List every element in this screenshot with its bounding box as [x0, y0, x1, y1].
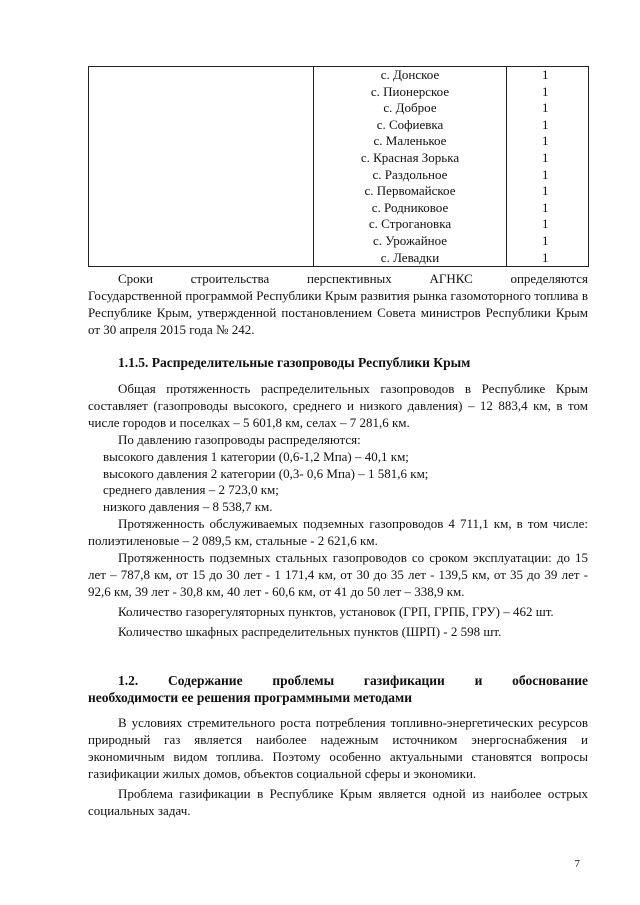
- shrp-paragraph: Количество шкафных распределительных пунктов (ШРП) - 2 598 шт.: [118, 623, 502, 639]
- empty-cell: [89, 67, 314, 267]
- page-number: 7: [574, 858, 580, 870]
- total-length-paragraph: Общая протяженность распределительных газопроводов в Республике Крым составляет (газопроводы высокого, среднего и низкого давления) – 12 883,4 км, в том числе городов и поселках – 5 601,8 км, селах – 7 281,6 км.: [88, 381, 588, 430]
- station-count: 1: [542, 166, 549, 182]
- settlement-name: с. Раздольное: [372, 166, 448, 182]
- station-count: 1: [542, 83, 549, 99]
- station-count: 1: [542, 149, 549, 165]
- station-count: 1: [542, 116, 549, 132]
- settlements-table: [88, 66, 589, 267]
- settlement-name: с. Строгановка: [368, 216, 452, 232]
- terms-line1: Сроки строительства перспективных АГНКС определяются: [118, 271, 588, 286]
- section-heading-line1: 1.2. Содержание проблемы газификации и обоснование: [118, 673, 588, 688]
- section-115: [88, 355, 588, 372]
- station-count: 1: [542, 67, 549, 82]
- pressure-intro: По давлению газопроводы распределяются:: [118, 431, 361, 447]
- station-count-cell: [507, 67, 589, 267]
- settlement-name: с. Первомайское: [364, 183, 456, 199]
- station-count: 1: [542, 199, 549, 215]
- grp-paragraph: Количество газорегуляторных пунктов, установок (ГРП, ГРПБ, ГРУ) – 462 шт.: [118, 603, 554, 619]
- settlement-name: с. Доброе: [383, 100, 437, 116]
- conditions-paragraph: В условиях стремительного роста потребления топливно-энергетических ресурсов природный газ является наиболее надежным источником энергоснабжения и экономичным видом топлива. Поэтому особенно актуальными становятся вопросы газификации жилых домов, объектов социальной сферы и экономики.: [88, 715, 588, 781]
- terms-rest: Государственной программой Республики Крым развития рынка газомоторного топлива в Республике Крым, утвержденной постановлением Совета министров Республики Крым от 30 апреля 2015 года № 242.: [88, 287, 588, 337]
- settlement-name: с. Маленькое: [373, 133, 447, 149]
- pressure-item: низкого давления – 8 538,7 км.: [103, 499, 273, 515]
- settlement-name: с. Родниковое: [371, 199, 449, 215]
- settlement-name: с. Урожайное: [372, 232, 448, 248]
- steel-paragraph: Протяженность подземных стальных газопроводов со сроком эксплуатации: до 15 лет – 787,8 км, от 15 до 30 лет - 1 171,4 км, от 30 до 35 лет - 139,5 км, от 35 до 39 лет - 92,6 км, 39 лет - 30,8 км, 40 лет - 60,6 км, от 41 до 50 лет – 338,9 км.: [88, 550, 588, 599]
- station-count: 1: [542, 133, 549, 149]
- station-count: 1: [542, 249, 549, 265]
- station-count: 1: [542, 232, 549, 248]
- section-heading-line2: необходимости ее решения программными методами: [88, 689, 413, 705]
- settlement-names-cell: [314, 67, 507, 267]
- section-115-body: [88, 381, 588, 641]
- station-count: 1: [542, 183, 549, 199]
- section-heading: [88, 673, 588, 707]
- settlement-name: с. Левадки: [380, 249, 440, 265]
- underground-paragraph: Протяженность обслуживаемых подземных газопроводов 4 711,1 км, в том числе: полиэтиленовые – 2 089,5 км, стальные - 2 621,6 км.: [88, 516, 588, 549]
- section-heading: 1.1.5. Распределительные газопроводы Республики Крым: [118, 355, 471, 370]
- problem-paragraph: Проблема газификации в Республике Крым является одной из наиболее острых социальных задач.: [88, 785, 588, 818]
- section-12: [88, 673, 588, 707]
- pressure-item: высокого давления 1 категории (0,6-1,2 Мпа) – 40,1 км;: [103, 448, 409, 464]
- station-count: 1: [542, 100, 549, 116]
- settlement-name: с. Красная Зорька: [360, 149, 460, 165]
- table-row: [89, 67, 589, 267]
- settlement-name: с. Донское: [380, 67, 440, 82]
- pressure-item: высокого давления 2 категории (0,3- 0,6 Мпа) – 1 581,6 км;: [103, 465, 429, 481]
- section-12-body: [88, 715, 588, 819]
- settlement-name: с. Пионерское: [370, 83, 450, 99]
- terms-paragraph: [88, 271, 588, 339]
- settlement-name: с. Софиевка: [376, 116, 444, 132]
- station-count: 1: [542, 216, 549, 232]
- pressure-item: среднего давления – 2 723,0 км;: [103, 482, 279, 498]
